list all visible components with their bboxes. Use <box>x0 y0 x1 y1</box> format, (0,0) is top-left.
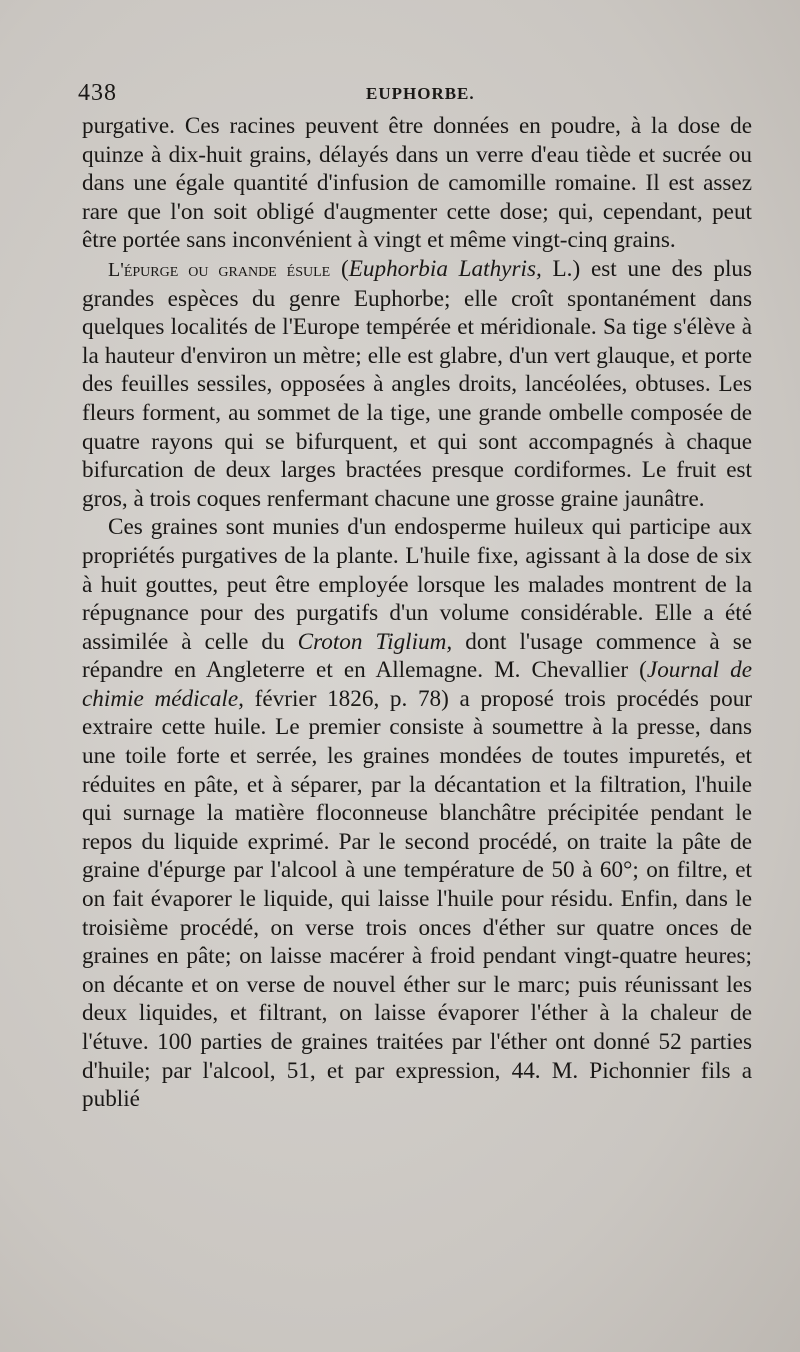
latin-name-croton: Croton Tiglium, <box>297 628 453 655</box>
paragraph-3-text-2: dont l'usage commence à se répandre en Angleterre et en Allemagne. M. Chevallier ( <box>82 628 753 684</box>
paragraph-2-text: L.) est une des plus grandes espèces du genre Euphorbe; elle croît spontanément dans quelques localités de l'Europe tempérée et méridionale. Sa tige s'élève à la hauteur d'environ un mètre; elle est glabre, d'un vert glauque, et porte des feuilles sessiles, opposées à angles droits, lancéolées, obtuses. Les fleurs forment, au sommet de la tige, une grande ombelle composée de quatre rayons qui se bifurquent, et qui sont accompagnés à chaque bifurcation de deux larges bractées presque cordiformes. Le fruit est gros, à trois coques renfermant chacune une grosse graine jaunâtre. <box>82 255 752 512</box>
latin-name-euphorbia: Euphorbia Lathyris, <box>348 255 542 282</box>
running-title: EUPHORBE. <box>366 84 475 103</box>
paragraph-1 <box>82 112 752 255</box>
book-page <box>78 80 753 1114</box>
paragraph-3-text-3: février 1826, p. 78) a proposé trois procédés pour extraire cette huile. Le premier consiste à soumettre à la presse, dans une toile forte et serrée, les graines mondées de toutes impuretés, et réduites en pâte, et à séparer, par la décantation et la filtration, l'huile qui surnage la matière floconneuse blanchâtre précipitée pendant le repos du liquide exprimé. Par le second procédé, on traite la pâte de graine d'épurge par l'alcool à une température de 50 à 60°; on filtre, et on fait évaporer le liquide, qui laisse l'huile pour résidu. Enfin, dans le troisième procédé, on verse trois onces d'éther sur quatre onces de graines en pâte; on laisse macérer à froid pendant vingt-quatre heures; on décante et on verse de nouvel éther sur le marc; puis réunissant les deux liquides, et filtrant, on laisse évaporer l'éther à la chaleur de l'étuve. 100 parties de graines traitées par l'éther ont donné 52 parties d'huile; par l'alcool, 51, et par expression, 44. M. Pichonnier fils a publié <box>82 685 753 1113</box>
paragraph-2-paren: ( <box>330 255 349 282</box>
journal-title: Journal de chimie médicale, <box>82 657 752 712</box>
paragraph-1-text: purgative. Ces racines peuvent être données en poudre, à la dose de quinze à dix-huit grains, délayés dans un verre d'eau tiède et sucrée ou dans une égale quantité d'infusion de camomille romaine. Il est assez rare que l'on soit obligé d'augmenter cette dose; qui, cependant, peut être portée sans inconvénient à vingt et même vingt-cinq grains. <box>82 113 752 254</box>
paragraph-2-lead: L'épurge ou grande ésule <box>108 258 331 281</box>
page-number: 438 <box>78 80 117 106</box>
paragraph-3 <box>82 513 752 1113</box>
paragraph-3-text-1: Ces graines sont munies d'un endosperme huileux qui participe aux propriétés purgatives de la plante. L'huile fixe, agissant à la dose de six à huit gouttes, peut être employée lorsque les malades montrent de la répugnance pour des purgatifs d'un volume considérable. Elle a été assimilée à celle du <box>82 514 752 655</box>
paragraph-2 <box>82 255 752 513</box>
page-header <box>78 80 752 112</box>
